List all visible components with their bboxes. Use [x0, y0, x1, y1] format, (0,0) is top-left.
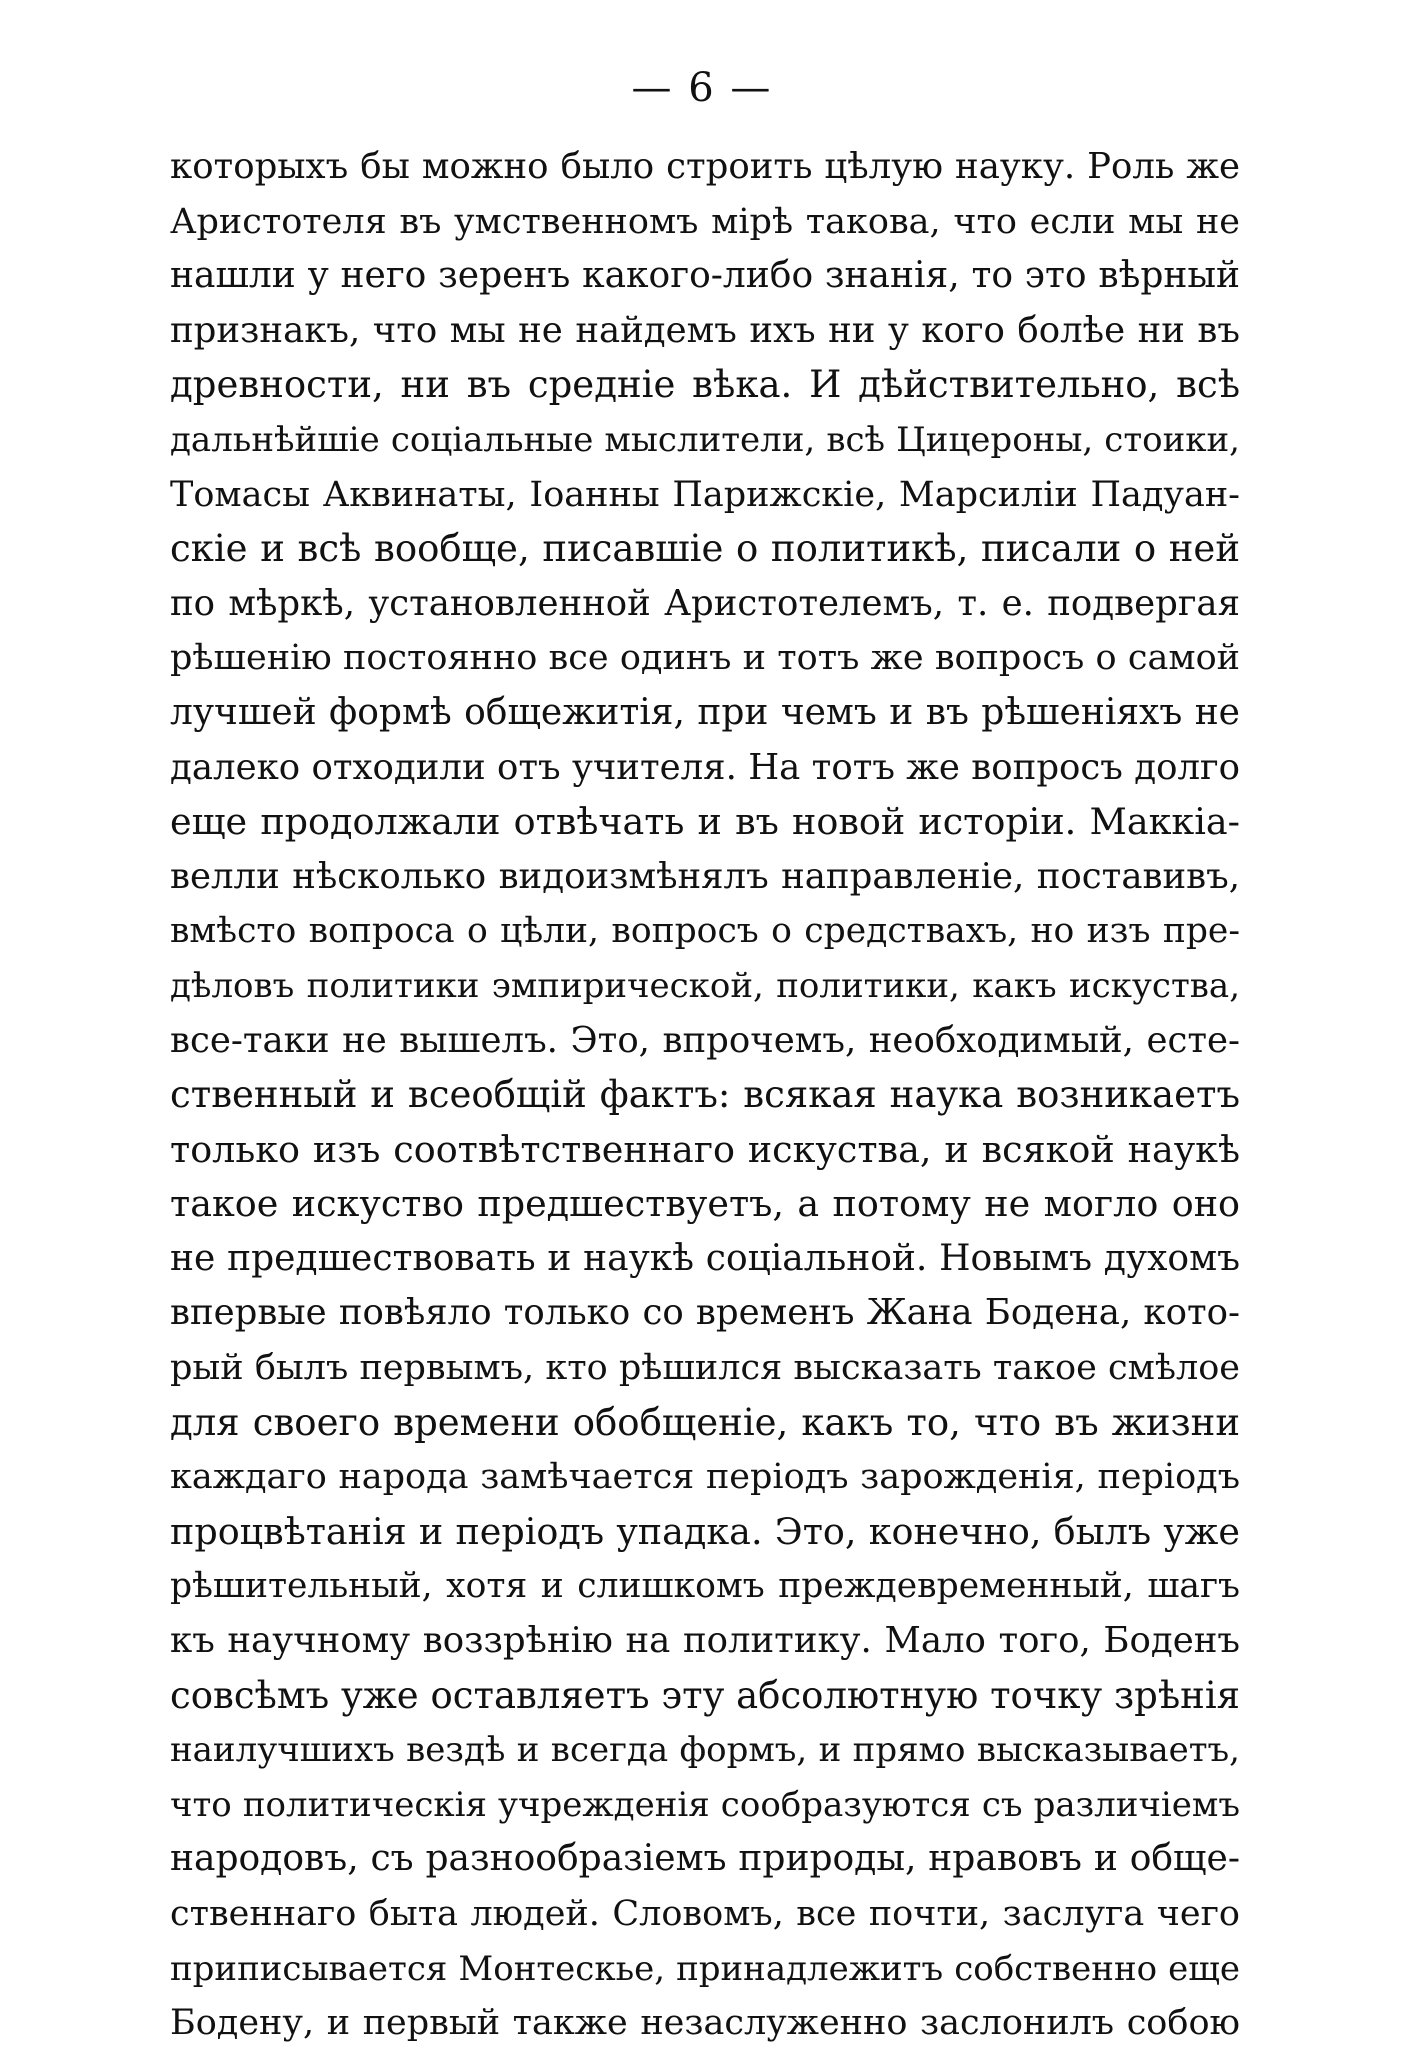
text-line: которыхъ бы можно было строить цѣлую науку. Роль же — [170, 146, 1240, 187]
text-line: Томасы Аквинаты, Іоанны Парижскіе, Марсиліи Падуан- — [170, 474, 1240, 515]
text-line: для своего времени обобщеніе, какъ то, что въ жизни — [170, 1400, 1240, 1444]
body-text — [170, 140, 1240, 2051]
text-line: впервые повѣяло только со временъ Жана Бодена, кото- — [170, 1292, 1240, 1334]
text-line: ственнаго быта людей. Словомъ, все почти, заслуга чего — [170, 1894, 1240, 1934]
text-line: дальнѣйшіе соціальные мыслители, всѣ Цицероны, стоики, — [170, 419, 1240, 460]
text-line: рый былъ первымъ, кто рѣшился высказать такое смѣлое — [170, 1348, 1240, 1389]
text-line: дѣловъ политики эмпирической, политики, какъ искуства, — [170, 965, 1240, 1006]
text-line: процвѣтанія и періодъ упадка. Это, конечно, былъ уже — [170, 1509, 1240, 1553]
text-line: рѣшенію постоянно все одинъ и тотъ же вопросъ о самой — [170, 638, 1240, 679]
text-line: наилучшихъ вездѣ и всегда формъ, и прямо высказываетъ, — [170, 1730, 1240, 1771]
text-line: ственный и всеобщій фактъ: всякая наука возникаетъ — [170, 1073, 1240, 1117]
text-line: Бодену, и первый также незаслуженно заслонилъ собою — [170, 2003, 1240, 2044]
text-line: все-таки не вышелъ. Это, впрочемъ, необходимый, есте- — [170, 1019, 1240, 1061]
text-line: скіе и всѣ вообще, писавшіе о политикѣ, писали о ней — [170, 527, 1240, 571]
text-line: что политическія учрежденія сообразуются съ различіемъ — [170, 1784, 1240, 1825]
text-line: не предшествовать и наукѣ соціальной. Новымъ духомъ — [170, 1237, 1240, 1279]
text-line: древности, ни въ средніе вѣка. И дѣйствительно, всѣ — [170, 363, 1240, 407]
text-line: рѣшительный, хотя и слишкомъ преждевременный, шагъ — [170, 1566, 1240, 1607]
text-line: нашли у него зеренъ какого-либо знанія, то это вѣрный — [170, 255, 1240, 297]
text-line: такое искуство предшествуетъ, а потому не могло оно — [170, 1182, 1240, 1226]
text-line: лучшей формѣ общежитія, при чемъ и въ рѣшеніяхъ не — [170, 691, 1240, 733]
text-line: далеко отходили отъ учителя. На тотъ же вопросъ долго — [170, 746, 1240, 788]
text-line: Аристотеля въ умственномъ мірѣ такова, что если мы не — [170, 201, 1240, 242]
text-line: признакъ, что мы не найдемъ ихъ ни у кого болѣе ни въ — [170, 309, 1240, 351]
text-line: только изъ соотвѣтственнаго искуства, и всякой наукѣ — [170, 1127, 1240, 1171]
text-line: велли нѣсколько видоизмѣнялъ направленіе, поставивъ, — [170, 855, 1240, 897]
text-line: къ научному воззрѣнію на политику. Мало того, Боденъ — [170, 1620, 1240, 1662]
page-number: — 6 — — [631, 65, 773, 111]
text-line: приписывается Монтескье, принадлежитъ собственно еще — [170, 1948, 1240, 1989]
text-line: еще продолжали отвѣчать и въ новой исторіи. Маккіа- — [170, 800, 1240, 844]
text-line: по мѣркѣ, установленной Аристотелемъ, т. е. подвергая — [170, 582, 1240, 624]
text-line: совсѣмъ уже оставляетъ эту абсолютную точку зрѣнія — [170, 1673, 1240, 1717]
text-line: народовъ, съ разнообразіемъ природы, нравовъ и обще- — [170, 1838, 1240, 1880]
text-line: вмѣсто вопроса о цѣли, вопросъ о средствахъ, но изъ пре- — [170, 911, 1240, 952]
text-line: каждаго народа замѣчается періодъ зарожденія, періодъ — [170, 1457, 1240, 1498]
